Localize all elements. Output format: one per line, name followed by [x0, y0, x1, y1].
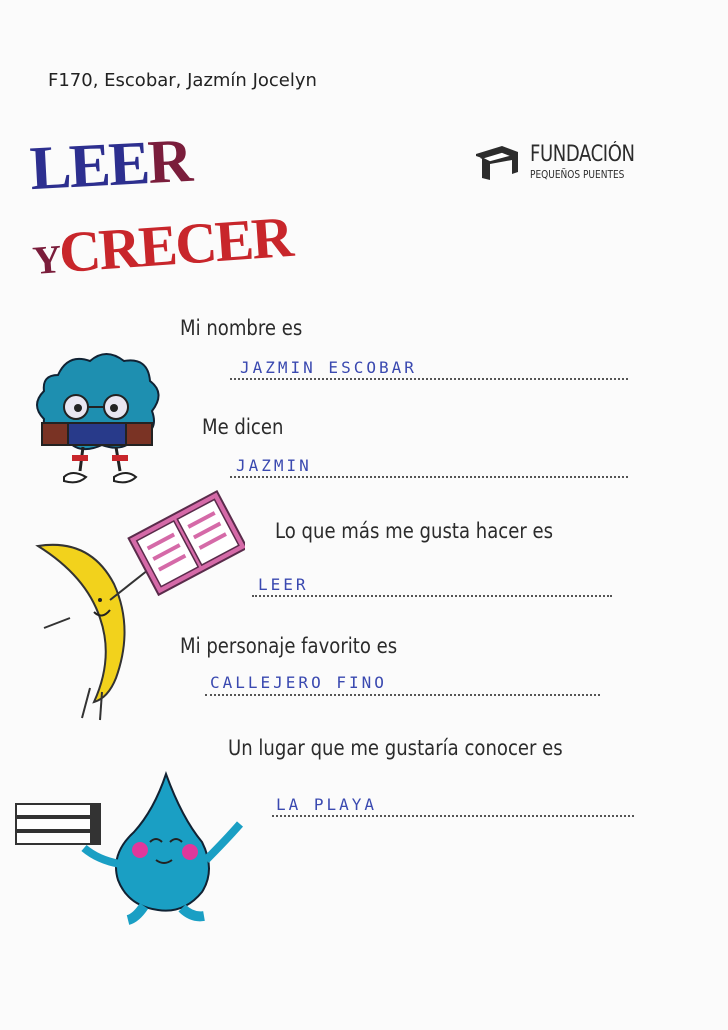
prompt-hobby: Lo que más me gusta hacer es: [275, 519, 554, 543]
cloud-character-illustration: [28, 345, 168, 495]
moon-reading-book-illustration: [30, 488, 245, 733]
bridge-block-icon: [472, 142, 522, 182]
water-drop-character-illustration: [78, 768, 253, 928]
answer-line-character: [205, 694, 600, 696]
answer-place: LA PLAYA: [276, 795, 378, 814]
answer-line-place: [272, 815, 634, 817]
student-id-line: F170, Escobar, Jazmín Jocelyn: [48, 70, 317, 91]
answer-line-nickname: [230, 476, 628, 478]
logo-leer: LEER: [28, 126, 193, 204]
answer-nickname: JAZMIN: [236, 456, 312, 475]
brand-name: FUNDACIÓN: [530, 142, 635, 167]
answer-line-name: [230, 378, 628, 380]
logo-crecer: YCRECER: [31, 204, 294, 286]
prompt-name: Mi nombre es: [180, 316, 303, 340]
brand-subtitle: PEQUEÑOS PUENTES: [530, 168, 625, 181]
answer-line-hobby: [252, 595, 612, 597]
answer-hobby: LEER: [258, 575, 309, 594]
prompt-place: Un lugar que me gustaría conocer es: [228, 736, 563, 760]
answer-character: CALLEJERO FINO: [210, 673, 387, 692]
prompt-nickname: Me dicen: [202, 415, 284, 439]
prompt-character: Mi personaje favorito es: [180, 634, 398, 658]
fundacion-logo: [472, 142, 658, 182]
answer-name: JAZMIN ESCOBAR: [240, 358, 417, 377]
